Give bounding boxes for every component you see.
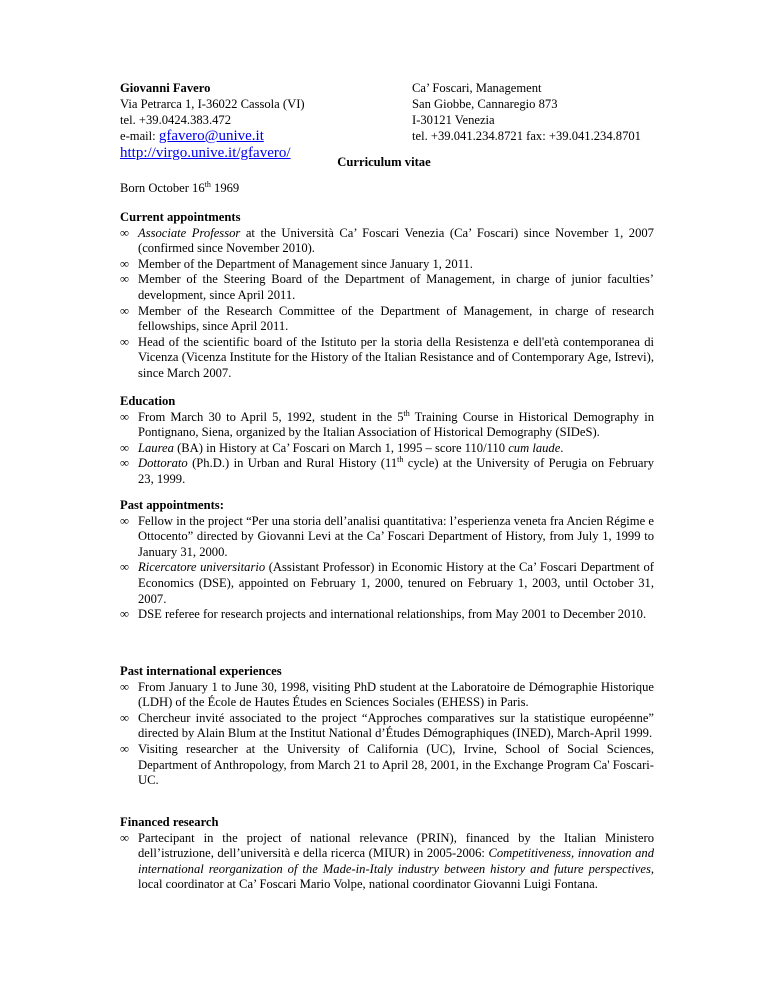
institution-contact-block bbox=[412, 80, 742, 144]
section-heading: Past international experiences bbox=[120, 664, 282, 678]
section-heading: Current appointments bbox=[120, 210, 241, 224]
infinity-bullet-icon: ∞ bbox=[120, 679, 129, 694]
list-item: ∞ Member of the Steering Board of the Department of Management, in charge of junior faculties’ development, since April 2011. bbox=[120, 272, 654, 302]
list-item: ∞ Member of the Department of Management since January 1, 2011. bbox=[120, 256, 473, 271]
infinity-bullet-icon: ∞ bbox=[120, 256, 129, 271]
institution-address: San Giobbe, Cannaregio 873 bbox=[412, 97, 558, 111]
infinity-bullet-icon: ∞ bbox=[120, 272, 129, 287]
list-item: ∞ Ricercatore universitario (Assistant Professor) in Economic History at the Ca’ Foscari Department of Economics (DSE), appointed on February 1, 2000, tenured on February 1, 2003, until October 31, 2007. bbox=[120, 560, 654, 606]
section-international-experiences bbox=[120, 664, 654, 789]
list-item: ∞ Fellow in the project “Per una storia dell’analisi quantitativa: l’esperienza veneta fra Ancien Régime e Ottocento” directed by Giovanni Levi at the Ca’ Foscari Department of History, from July 1, 1999 to January 31, 2000. bbox=[120, 513, 654, 559]
infinity-bullet-icon: ∞ bbox=[120, 225, 129, 240]
section-financed-research bbox=[120, 815, 654, 893]
home-address: Via Petrarca 1, I-36022 Cassola (VI) bbox=[120, 97, 305, 111]
list-item: ∞ Member of the Research Committee of the Department of Management, in charge of research fellowships, since April 2011. bbox=[120, 303, 654, 334]
list-item: ∞ Dottorato (Ph.D.) in Urban and Rural History (11th cycle) at the University of Perugia on February 23, 1999. bbox=[120, 455, 654, 486]
infinity-bullet-icon: ∞ bbox=[120, 710, 129, 725]
list-item: ∞ Visiting researcher at the University of California (UC), Irvine, School of Social Sciences, Department of Anthropology, from March 21 to April 28, 2001, in the Exchange Program Ca' Foscari-UC. bbox=[120, 741, 654, 788]
section-education bbox=[120, 394, 654, 488]
birth-date: Born October 16th 1969 bbox=[120, 179, 240, 195]
list-item: ∞ Associate Professor at the Università Ca’ Foscari Venezia (Ca’ Foscari) since November 1, 2007 (confirmed since November 2010). bbox=[120, 225, 654, 256]
infinity-bullet-icon: ∞ bbox=[120, 303, 129, 318]
infinity-bullet-icon: ∞ bbox=[120, 607, 129, 622]
institution-phone-fax: tel. +39.041.234.8721 fax: +39.041.234.8701 bbox=[412, 129, 641, 143]
infinity-bullet-icon: ∞ bbox=[120, 456, 129, 471]
list-item: ∞ From March 30 to April 5, 1992, student in the 5th Training Course in Historical Demography in Pontignano, Siena, organized by the Italian Association of Historical Demography (SIDeS). bbox=[120, 408, 655, 440]
infinity-bullet-icon: ∞ bbox=[120, 409, 129, 424]
infinity-bullet-icon: ∞ bbox=[120, 440, 129, 455]
email-link[interactable]: gfavero@unive.it bbox=[158, 128, 264, 144]
email-label: e-mail: bbox=[120, 129, 159, 143]
infinity-bullet-icon: ∞ bbox=[120, 830, 129, 845]
list-item: ∞ From January 1 to June 30, 1998, visiting PhD student at the Laboratoire de Démographie Historique (LDH) of the École de Hautes Études en Sciences Sociales (EHESS) in Paris. bbox=[120, 679, 654, 710]
email-line bbox=[120, 128, 410, 145]
infinity-bullet-icon: ∞ bbox=[120, 560, 129, 575]
infinity-bullet-icon: ∞ bbox=[120, 741, 129, 756]
list-item: ∞ Partecipant in the project of national relevance (PRIN), financed by the Italian Ministero dell’istruzione, dell’università e della ricerca (MIUR) in 2005-2006: Competitiveness, innovation and international reorganization of the Made-in-Italy industry between history and future perspectives, local coordinator at Ca’ Foscari Mario Volpe, national coordinator Giovanni Luigi Fontana. bbox=[120, 830, 654, 892]
list-item: ∞ Laurea (BA) in History at Ca’ Foscari on March 1, 1995 – score 110/110 cum laude. bbox=[120, 440, 564, 455]
institution-name: Ca’ Foscari, Management bbox=[412, 81, 542, 95]
list-item: ∞ Head of the scientific board of the Istituto per la storia della Resistenza e dell'età contemporanea di Vicenza (Vicenza Institute for the History of the Italian Resistance and of Contemporary Age, Istrevi), since March 2007. bbox=[120, 334, 654, 380]
section-heading: Past appointments: bbox=[120, 498, 224, 512]
infinity-bullet-icon: ∞ bbox=[120, 334, 129, 349]
website-link[interactable]: http://virgo.unive.it/gfavero/ bbox=[120, 145, 291, 161]
home-phone: tel. +39.0424.383.472 bbox=[120, 113, 231, 127]
section-heading: Education bbox=[120, 394, 176, 408]
section-past-appointments bbox=[120, 498, 654, 623]
list-item: ∞ Chercheur invité associated to the project “Approches comparatives sur la statistique européenne” directed by Alain Blum at the Institut National d’Études Démographiques (INED), March-April 1999. bbox=[120, 710, 654, 741]
infinity-bullet-icon: ∞ bbox=[120, 513, 129, 528]
author-name: Giovanni Favero bbox=[120, 81, 211, 95]
personal-contact-block bbox=[120, 80, 410, 162]
section-current-appointments bbox=[120, 210, 654, 382]
section-heading: Financed research bbox=[120, 815, 219, 829]
list-item: ∞ DSE referee for research projects and international relationships, from May 2001 to December 2010. bbox=[120, 607, 647, 622]
document-title: Curriculum vitae bbox=[337, 155, 431, 169]
institution-city: I-30121 Venezia bbox=[412, 113, 495, 127]
